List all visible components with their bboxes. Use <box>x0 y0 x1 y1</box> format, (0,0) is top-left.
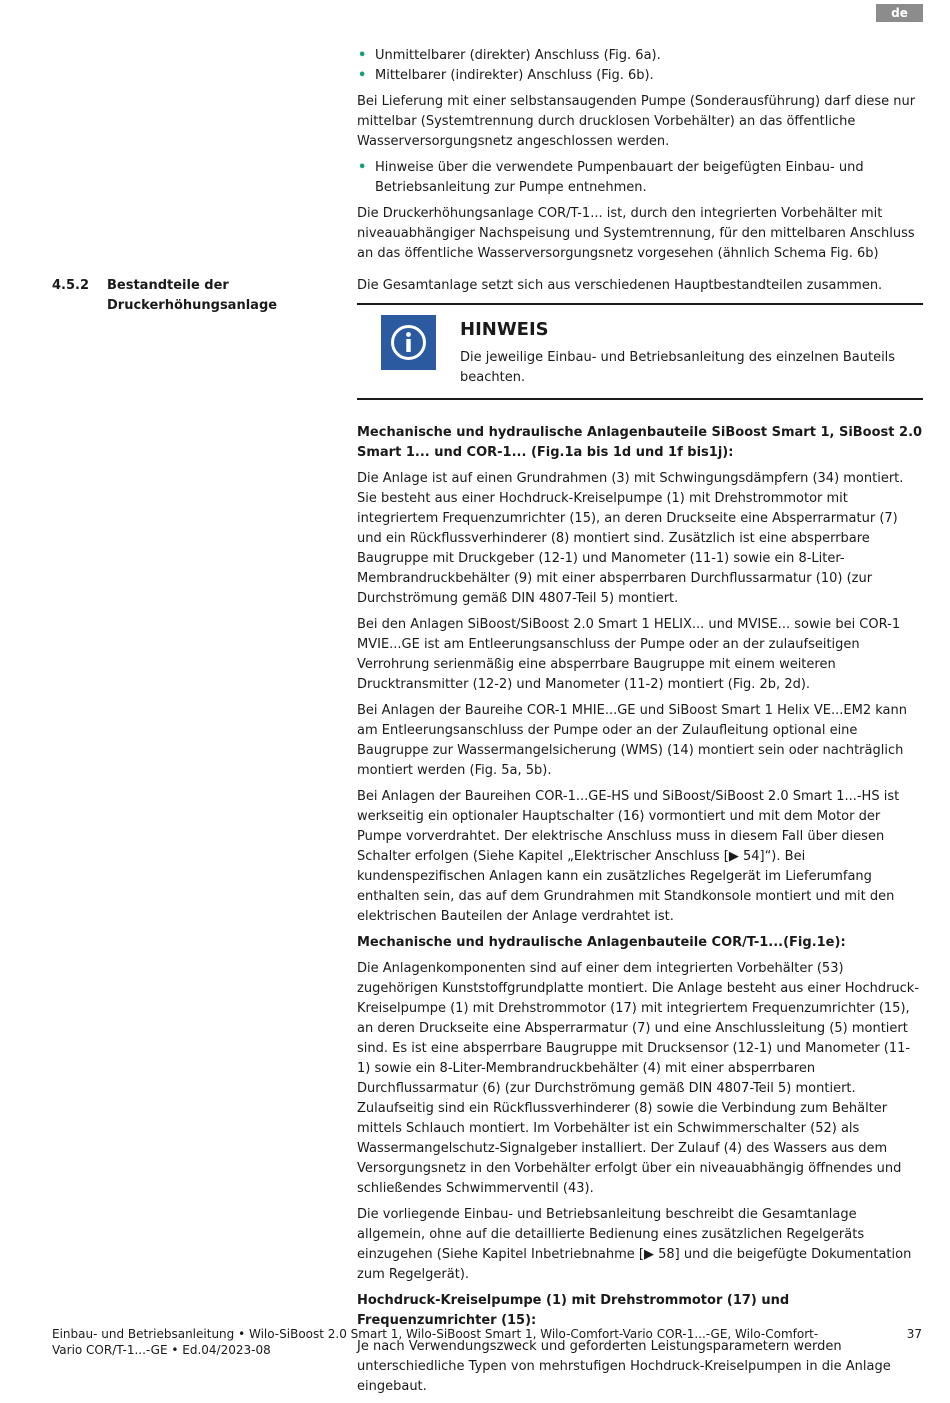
list-item: • Hinweise über die verwendete Pumpenbauart der beigefügten Einbau- und Betriebsanleitung zur Pumpe entnehmen. <box>357 158 923 198</box>
body-block <box>357 423 923 1403</box>
paragraph: Bei den Anlagen SiBoost/SiBoost 2.0 Smart 1 HELIX... und MVISE... sowie bei COR-1 MVIE...GE ist am Entleerungsanschluss der Pumpe oder an der zulaufseitigen Verrohrung serienmäßig eine absperrbare Baugruppe mit einem weiteren Drucktransmitter (12-2) und Manometer (11-2) montiert (Fig. 2b, 2d). <box>357 617 901 692</box>
connection-type-list <box>357 46 923 86</box>
paragraph: Bei Anlagen der Baureihe COR-1 MHIE...GE und SiBoost Smart 1 Helix VE...EM2 kann am Entleerungsanschluss der Pumpe oder an der Zulaufleitung optional eine Baugruppe zur Wassermangelsicherung (WMS) (14) montiert sein oder nachträglich montiert werden (Fig. 5a, 5b). <box>357 703 907 778</box>
intro-block <box>357 46 923 270</box>
notice-text: Die jeweilige Einbau- und Betriebsanleitung des einzelnen Bauteils beachten. <box>460 350 896 385</box>
subsection-heading: Hochdruck-Kreiselpumpe (1) mit Drehstrommotor (17) und Frequenzumrichter (15): <box>357 1293 790 1328</box>
section-number: 4.5.2 <box>52 278 90 293</box>
info-icon <box>381 315 436 370</box>
pump-hint-list <box>357 158 923 198</box>
paragraph: Bei Lieferung mit einer selbstansaugenden Pumpe (Sonderausführung) darf diese nur mittelbar (Systemtrennung durch drucklosen Vorbehälter) an das öffentliche Wasserversorgungsnetz angeschlossen werden. <box>357 94 916 149</box>
notice-title: HINWEIS <box>460 319 549 340</box>
paragraph: Die vorliegende Einbau- und Betriebsanleitung beschreibt die Gesamtanlage allgemein, ohne auf die detaillierte Bedienung eines zusätzlichen Regelgeräts einzugehen (Siehe Kapitel Inbetriebnahme [▶ 58] und die beigefügte Dokumentation zum Regelgerät). <box>357 1207 912 1282</box>
subsection-heading: Mechanische und hydraulische Anlagenbauteile SiBoost Smart 1, SiBoost 2.0 Smart 1... und COR-1... (Fig.1a bis 1d und 1f bis1j): <box>357 425 923 460</box>
footer-text: Einbau- und Betriebsanleitung • Wilo-SiBoost 2.0 Smart 1, Wilo-SiBoost Smart 1, Wilo-Comfort-Vario COR-1...-GE, Wilo-Comfort-Vario COR/T-1...-GE • Ed.04/2023-08 <box>52 1327 819 1357</box>
list-item: • Mittelbarer (indirekter) Anschluss (Fig. 6b). <box>357 66 923 86</box>
language-tab: de <box>876 4 923 22</box>
section-title: Bestandteile der Druckerhöhungsanlage <box>107 278 278 313</box>
page-number: 37 <box>906 1327 922 1341</box>
paragraph: Bei Anlagen der Baureihen COR-1...GE-HS und SiBoost/SiBoost 2.0 Smart 1...-HS ist werkseitig ein optionaler Hauptschalter (16) vormontiert und mit dem Motor der Pumpe vorverdrahtet. Der elektrische Anschluss muss in diesem Fall über diesen Schalter erfolgen (Siehe Kapitel „Elektrischer Anschluss [▶ 54]“). Bei kundenspezifischen Anlagen kann ein zusätzliches Regelgerät im Lieferumfang enthalten sein, das auf dem Grundrahmen mit Standkonsole montiert und mit den elektrischen Bauteilen der Anlage verdrahtet ist. <box>357 789 900 924</box>
list-item: • Unmittelbarer (direkter) Anschluss (Fig. 6a). <box>357 46 923 66</box>
notice-box <box>357 303 923 400</box>
paragraph: Die Anlage ist auf einen Grundrahmen (3) mit Schwingungsdämpfern (34) montiert. Sie besteht aus einer Hochdruck-Kreiselpumpe (1) mit Drehstrommotor mit integriertem Frequenzumrichter (15), an deren Druckseite eine Absperrarmatur (7) und ein Rückflussverhinderer (8) montiert sind. Zusätzlich ist eine absperrbare Baugruppe mit Druckgeber (12-1) und Manometer (11-1) sowie ein 8-Liter-Membrandruckbehälter (9) mit einer absperrbaren Durchflussarmatur (10) (zur Durchströmung gemäß DIN 4807-Teil 5) montiert. <box>357 471 904 606</box>
paragraph: Die Druckerhöhungsanlage COR/T-1... ist, durch den integrierten Vorbehälter mit niveauabhängiger Nachspeisung und Systemtrennung, für den mittelbaren Anschluss an das öffentliche Wasserversorgungsnetz vorgesehen (ähnlich Schema Fig. 6b) <box>357 206 915 261</box>
section-intro: Die Gesamtanlage setzt sich aus verschiedenen Hauptbestandteilen zusammen. <box>357 278 883 293</box>
subsection-heading: Mechanische und hydraulische Anlagenbauteile COR/T-1...(Fig.1e): <box>357 935 846 950</box>
paragraph: Je nach Verwendungszweck und geforderten Leistungsparametern werden unterschiedliche Typen von mehrstufigen Hochdruck-Kreiselpumpen in die Anlage eingebaut. <box>357 1339 891 1394</box>
paragraph: Die Anlagenkomponenten sind auf einer dem integrierten Vorbehälter (53) zugehörigen Kunststoffgrundplatte montiert. Die Anlage besteht aus einer Hochdruck-Kreiselpumpe (1) mit Drehstrommotor (17) mit integriertem Frequenzumrichter (15), an deren Druckseite eine Absperrarmatur (7) und eine Anschlussleitung (5) montiert sind. Es ist eine absperrbare Baugruppe mit Drucksensor (12-1) und Manometer (11-1) sowie ein 8-Liter-Membrandruckbehälter (4) mit einer absperrbaren Durchflussarmatur (6) (zur Durchströmung gemäß DIN 4807-Teil 5) montiert. Zulaufseitig sind ein Rückflussverhinderer (8) sowie die Verbindung zum Behälter mittels Schlauch montiert. Im Vorbehälter ist ein Schwimmerschalter (52) als Wassermangelschutz-Signalgeber installiert. Der Zulauf (4) des Wassers aus dem Versorgungsnetz in den Vorbehälter erfolgt über ein niveauabhängig öffnendes und schließendes Schwimmerventil (43). <box>357 961 920 1196</box>
